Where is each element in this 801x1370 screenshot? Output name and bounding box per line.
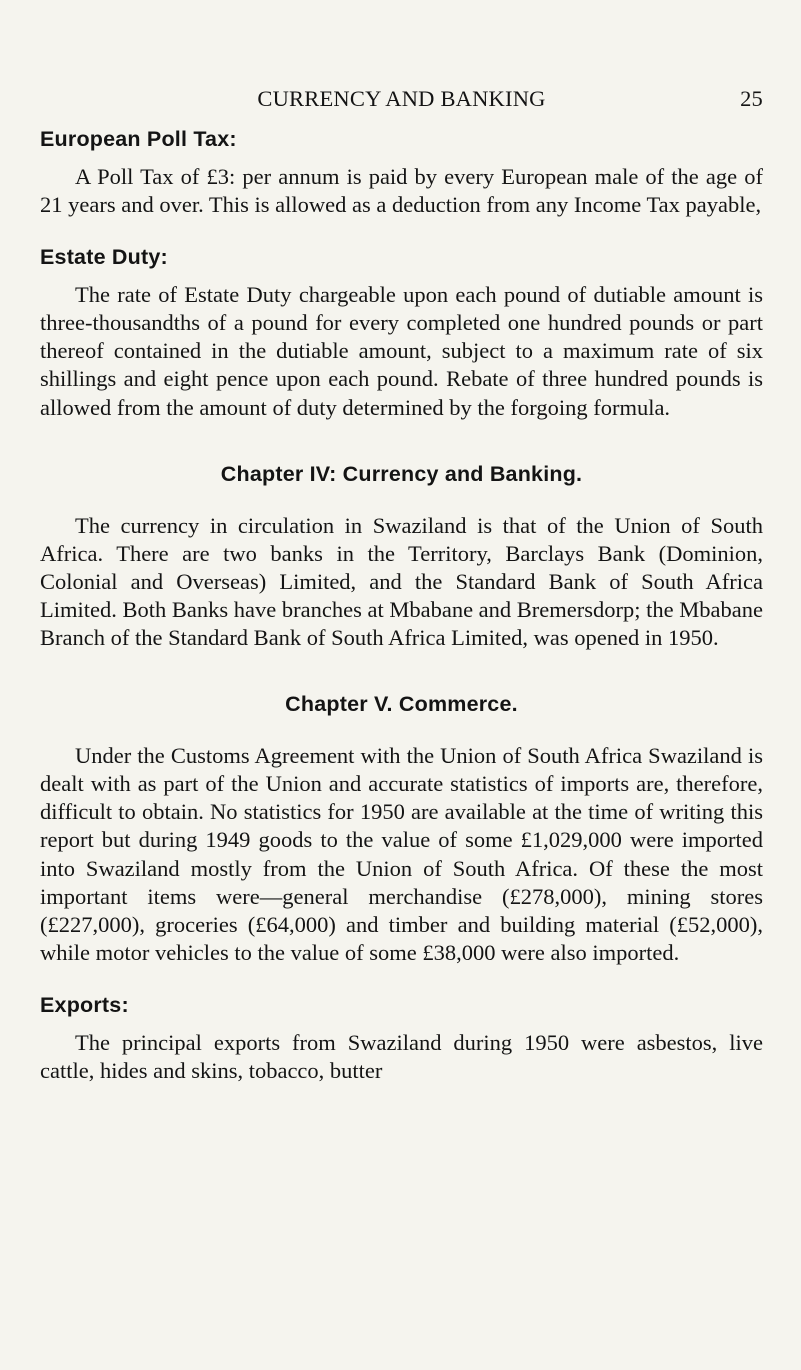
- running-title: CURRENCY AND BANKING: [257, 86, 546, 111]
- spacer: [40, 271, 763, 281]
- section-heading-european-poll-tax: European Poll Tax:: [40, 127, 237, 151]
- spacer: [40, 488, 763, 512]
- spacer: [40, 718, 763, 742]
- document-body: [40, 125, 763, 1085]
- spacer: [40, 219, 763, 243]
- paragraph-commerce: Under the Customs Agreement with the Union of South Africa Swaziland is dealt with as part of the Union and accurate statistics of imports are, therefore, difficult to obtain. No statistics for 1950 are available at the time of writing this report but during 1949 goods to the value of some £1,029,000 were imported into Swaziland mostly from the Union of South Africa. Of these the most important items were—general merchandise (£278,000), mining stores (£227,000), groceries (£64,000) and timber and building material (£52,000), while motor vehicles to the value of some £38,000 were also imported.: [40, 743, 763, 965]
- paragraph-estate-duty: The rate of Estate Duty chargeable upon each pound of dutiable amount is three-thousandths of a pound for every completed one hundred pounds or part thereof contained in the dutiable amount, subject to a maximum rate of six shillings and eight pence upon each pound. Rebate of three hundred pounds is allowed from the amount of duty determined by the forgoing formula.: [40, 282, 763, 420]
- spacer: [40, 967, 763, 991]
- section-heading-exports: Exports:: [40, 992, 129, 1017]
- chapter-heading-commerce: Chapter V. Commerce.: [285, 692, 518, 717]
- paragraph-european-poll-tax: A Poll Tax of £3: per annum is paid by every European male of the age of 21 years and over. This is allowed as a deduction from any Income Tax payable,: [40, 164, 763, 218]
- paragraph-exports: The principal exports from Swaziland during 1950 were asbestos, live cattle, hides and skins, tobacco, butter: [40, 1029, 763, 1083]
- spacer: [40, 422, 763, 460]
- page-number: 25: [740, 86, 763, 111]
- spacer: [40, 153, 763, 163]
- spacer: [40, 652, 763, 690]
- spacer: [40, 1019, 763, 1029]
- paragraph-currency-banking: The currency in circulation in Swaziland is that of the Union of South Africa. There are two banks in the Territory, Barclays Bank (Dominion, Colonial and Overseas) Limited, and the Standard Bank of South Africa Limited. Both Banks have branches at Mbabane and Bremersdorp; the Mbabane Branch of the Standard Bank of South Africa Limited, was opened in 1950.: [40, 512, 763, 651]
- section-heading-estate-duty: Estate Duty:: [40, 245, 168, 270]
- running-header: [40, 86, 763, 116]
- chapter-heading-currency-banking: Chapter IV: Currency and Banking.: [220, 461, 583, 486]
